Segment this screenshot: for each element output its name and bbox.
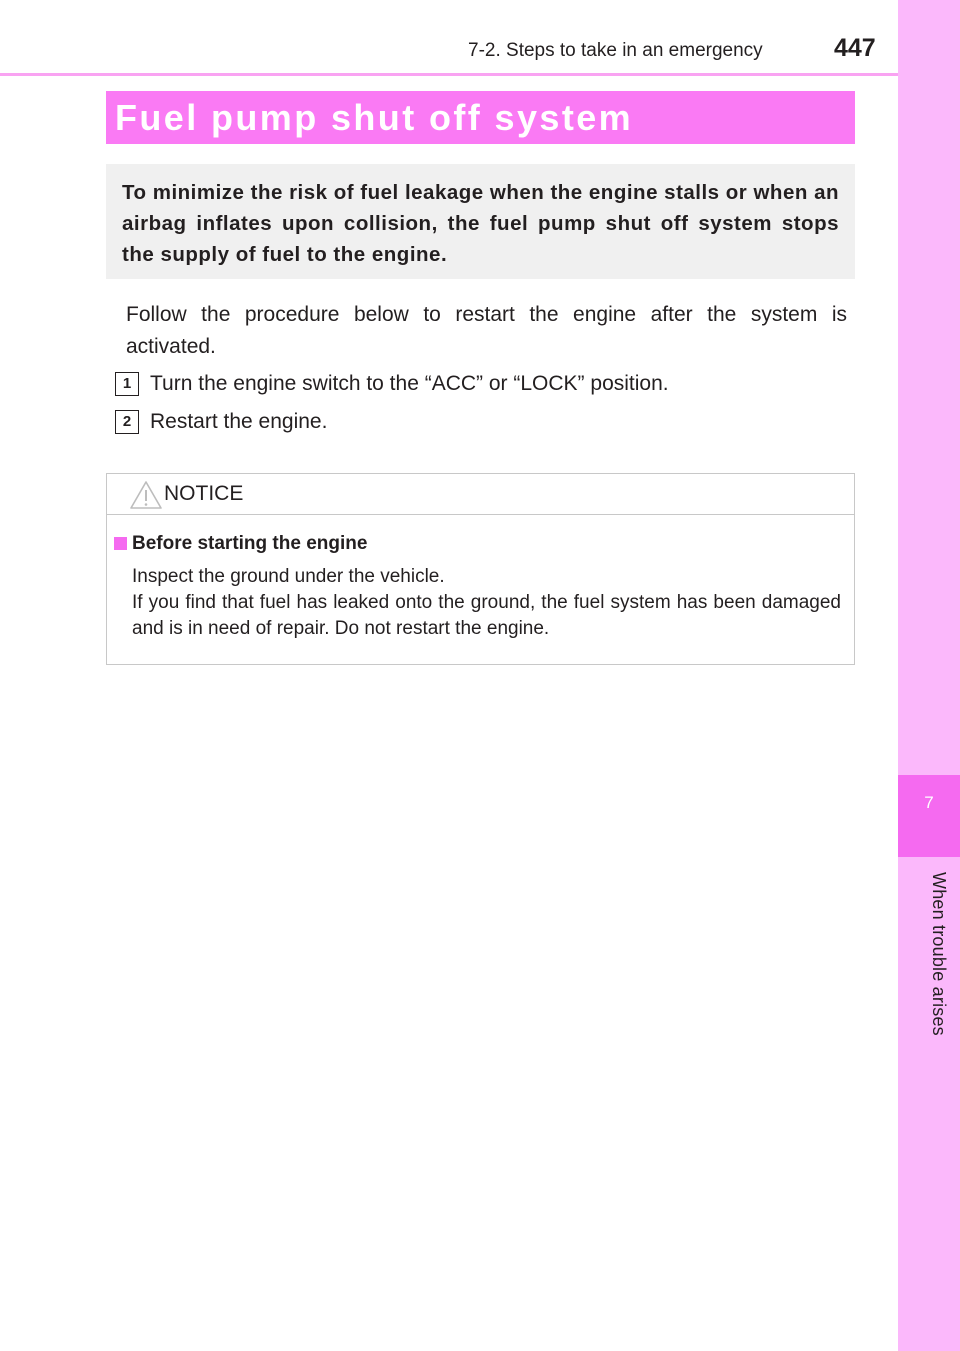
- page-title: Fuel pump shut off system: [115, 97, 634, 138]
- step-text: Turn the engine switch to the “ACC” or “LOCK” position.: [150, 372, 669, 395]
- chapter-title: When trouble arises: [929, 872, 949, 1036]
- bullet-square-icon: [114, 537, 127, 550]
- notice-body: [132, 564, 841, 642]
- warning-triangle-icon: [129, 480, 163, 510]
- chapter-number: 7: [924, 793, 934, 812]
- section-header: 7-2. Steps to take in an emergency: [468, 40, 763, 61]
- notice-heading: Before starting the engine: [132, 533, 368, 554]
- notice-line: Inspect the ground under the vehicle.: [132, 566, 445, 587]
- chapter-side-tab: [898, 0, 960, 1351]
- step-number-badge: 2: [115, 410, 139, 434]
- chapter-number-block: [898, 775, 960, 857]
- notice-divider: [107, 514, 854, 515]
- header-rule: [0, 73, 898, 76]
- intro-text: To minimize the risk of fuel leakage when the engine stalls or when an airbag inflates upon collision, the fuel pump shut off system stops the supply of fuel to the engine.: [122, 181, 839, 266]
- step-text: Restart the engine.: [150, 410, 328, 433]
- page-number: 447: [834, 34, 876, 62]
- notice-title: NOTICE: [164, 482, 244, 505]
- notice-box: [106, 473, 855, 665]
- body-paragraph: Follow the procedure below to restart the engine after the system is activated.: [126, 303, 847, 358]
- step-number-badge: 1: [115, 372, 139, 396]
- notice-line: If you find that fuel has leaked onto the ground, the fuel system has been damaged and is in need of repair. Do not restart the engine.: [132, 592, 841, 639]
